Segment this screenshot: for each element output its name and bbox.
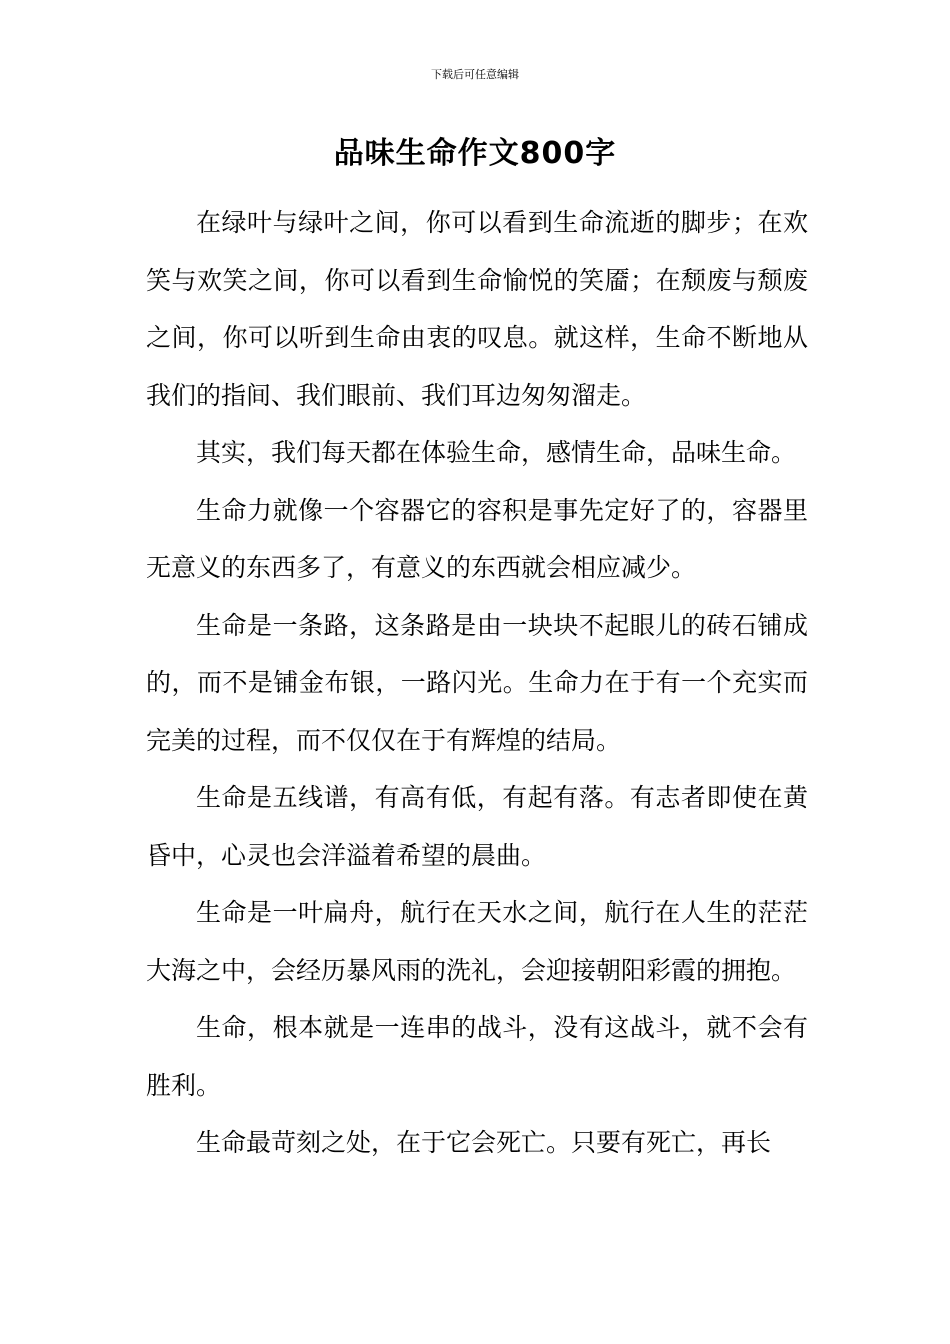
document-title: 品味生命作文800字 xyxy=(333,136,617,171)
paragraph-8: 生命最苛刻之处，在于它会死亡。只要有死亡，再长 xyxy=(196,1128,772,1157)
paragraph-2: 其实，我们每天都在体验生命，感情生命，品味生命。 xyxy=(196,438,797,467)
paragraph-6: 生命是一叶扁舟，航行在天水之间，航行在人生的茫茫大海之中，会经历暴风雨的洗礼，会迎接朝阳彩霞的拥抱。 xyxy=(146,898,808,985)
page-header-note: 下载后可任意编辑 xyxy=(431,68,519,81)
document-body xyxy=(146,194,808,1172)
paragraph-3: 生命力就像一个容器它的容积是事先定好了的，容器里无意义的东西多了，有意义的东西就会相应减少。 xyxy=(146,495,808,582)
paragraph-5: 生命是五线谱，有高有低，有起有落。有志者即使在黄昏中，心灵也会洋溢着希望的晨曲。 xyxy=(146,783,808,870)
paragraph-1: 在绿叶与绿叶之间，你可以看到生命流逝的脚步；在欢笑与欢笑之间，你可以看到生命愉悦的笑靥；在颓废与颓废之间，你可以听到生命由衷的叹息。就这样，生命不断地从我们的指间、我们眼前、我们耳边匆匆溜走。 xyxy=(146,208,808,410)
paragraph-4: 生命是一条路，这条路是由一块块不起眼儿的砖石铺成的，而不是铺金布银，一路闪光。生命力在于有一个充实而完美的过程，而不仅仅在于有辉煌的结局。 xyxy=(146,610,808,755)
paragraph-7: 生命，根本就是一连串的战斗，没有这战斗，就不会有胜利。 xyxy=(146,1013,808,1100)
